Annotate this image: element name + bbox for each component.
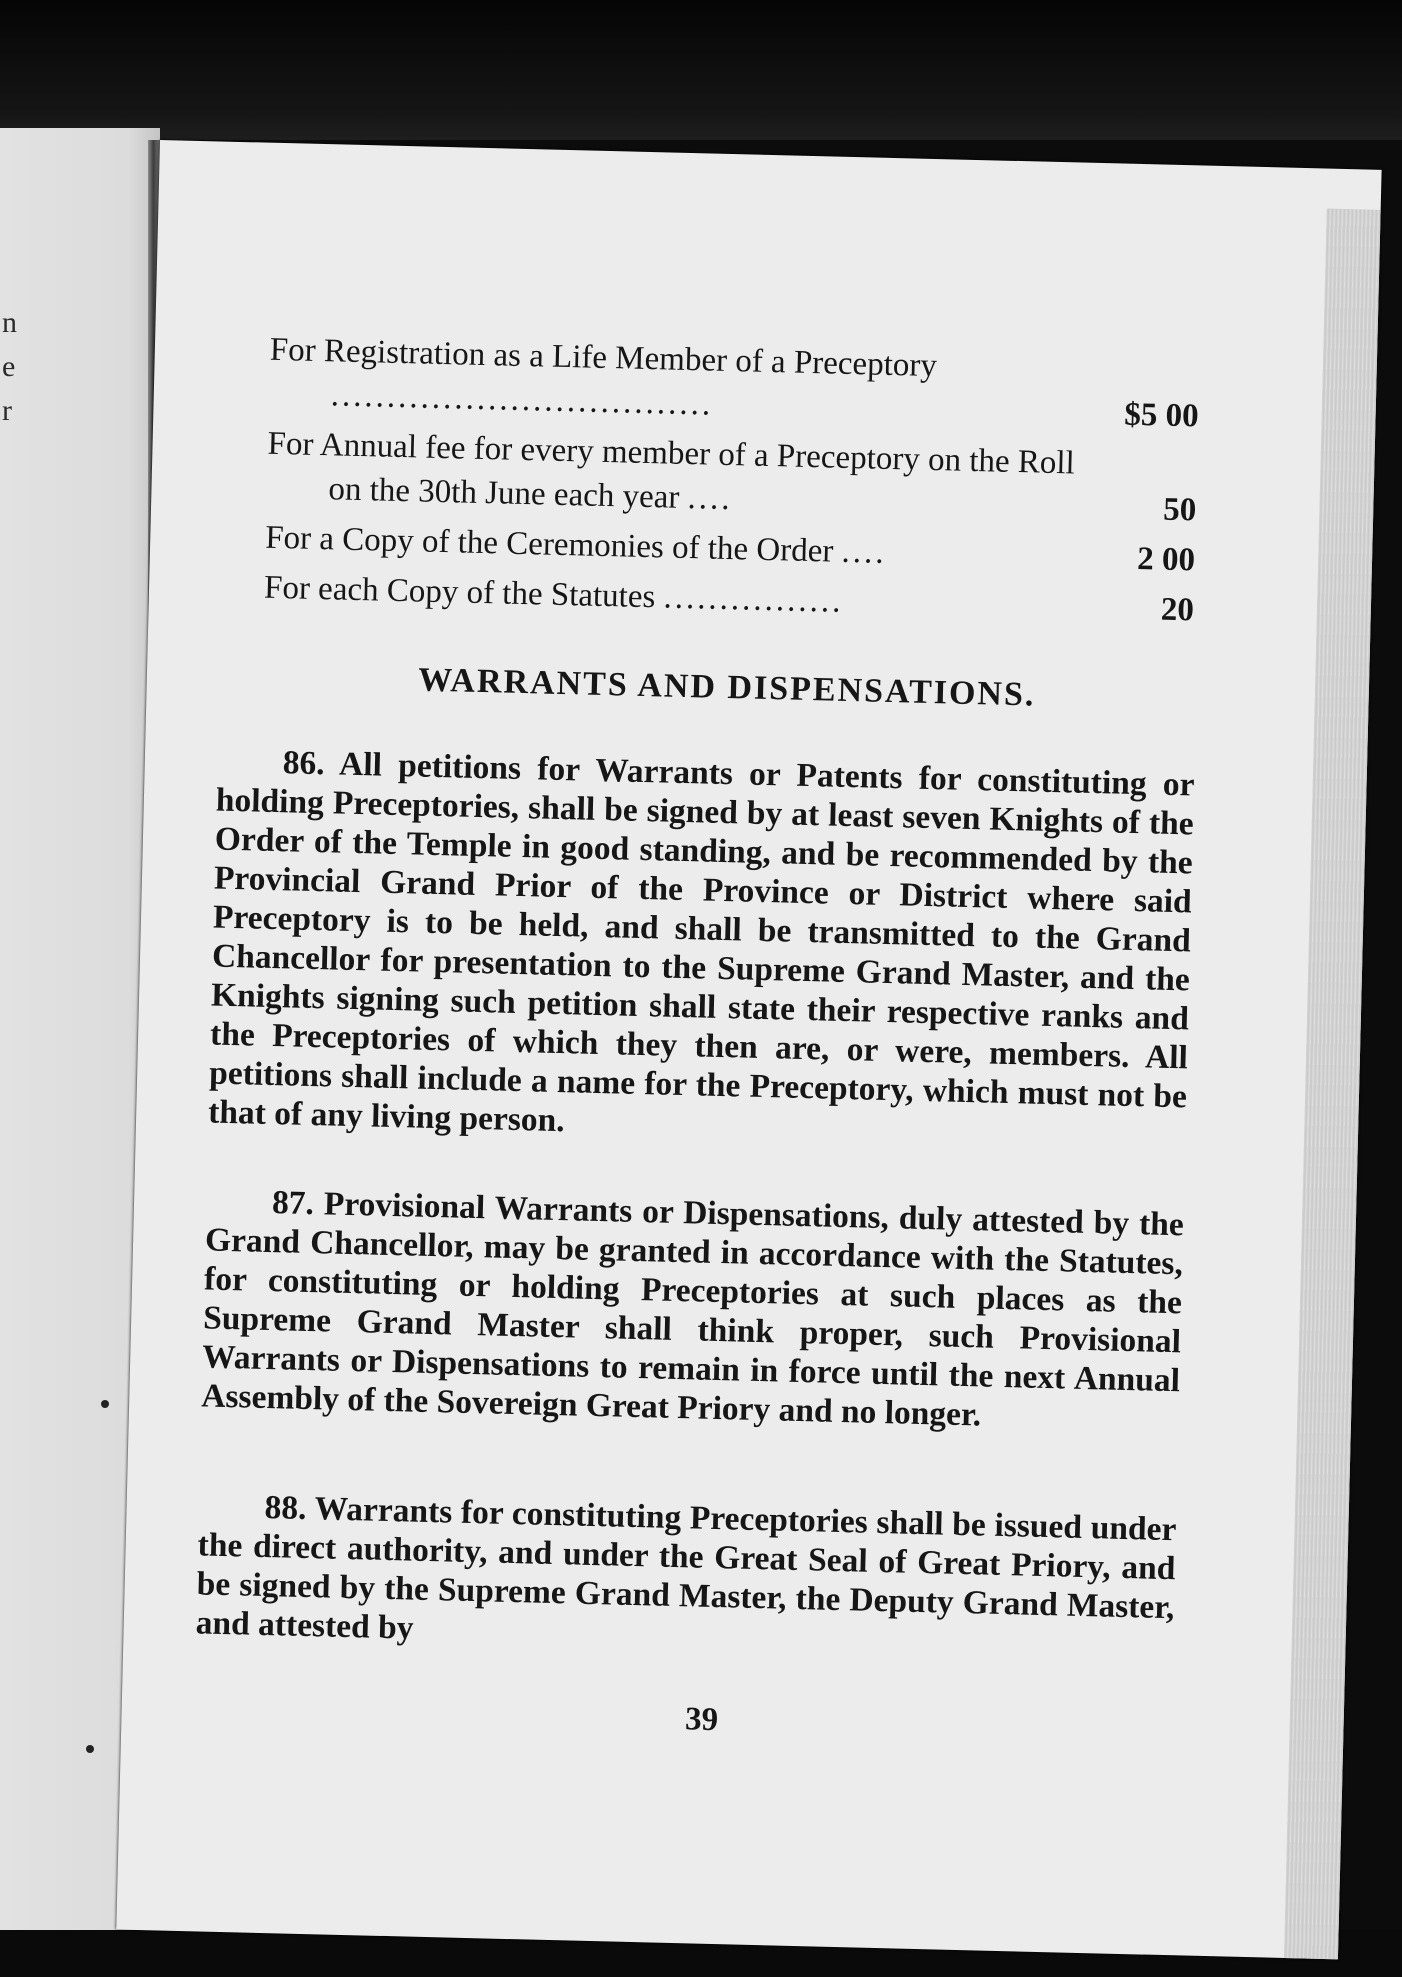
- fee-amount: 2 00: [1136, 541, 1196, 579]
- page-number: 39: [684, 1701, 719, 1739]
- scan-background-top: [0, 0, 1402, 140]
- page-fore-edge: [1284, 209, 1381, 1960]
- dot-leader: ..................................: [330, 377, 714, 423]
- facing-page-fragment: n: [2, 306, 17, 339]
- fee-row: [266, 422, 1198, 533]
- paragraph-87: 87. Provisional Warrants or Dispensations, duly attested by the Grand Chancellor, may be granted in accordance with the Statutes, for constituting or holding Preceptories at such places as the Supreme Grand Master shall think proper, such Provisional Warrants or Dispensations to remain in force until the next Annual Assembly of the Sovereign Great Priory and no longer.: [200, 1184, 1185, 1434]
- fee-row: [268, 328, 1200, 439]
- fee-amount: 20: [1160, 591, 1195, 629]
- paragraph-88: 88. Warrants for constituting Preceptories shall be issued under the direct authority, and under the Great Seal of Great Priory, and be signed by the Supreme Grand Master, the Deputy Grand Master, and attested by: [195, 1488, 1177, 1647]
- fee-amount: $5 00: [1123, 396, 1199, 435]
- fee-description: For Annual fee for every member of a Preceptory on the Roll on the 30th June each year: [267, 425, 1076, 516]
- binding-dot: [101, 1400, 109, 1408]
- book-page: [116, 140, 1381, 1959]
- dot-leader: ....: [687, 480, 734, 518]
- paragraph-86: 86. All petitions for Warrants or Patents for constituting or holding Preceptories, shall be signed by at least seven Knights of the Order of the Temple in good standing, and be recommended by the Provincial Grand Prior of the Province or District where said Preceptory is to be held, and shall be transmitted to the Grand Chancellor for presentation to the Supreme Grand Master, and the Knights signing such petition shall state their respective ranks and the Preceptories of which they then are, or were, members. All petitions shall include a name for the Preceptory, which must not be that of any living person.: [207, 744, 1196, 1140]
- dot-leader: ................: [663, 579, 844, 620]
- facing-page-fragment: r: [2, 394, 12, 427]
- facing-page-fragment: e: [2, 350, 16, 383]
- binding-dot: [86, 1745, 94, 1753]
- fee-description: For each Copy of the Statutes: [263, 569, 656, 616]
- fee-description: For a Copy of the Ceremonies of the Order: [264, 519, 834, 570]
- fee-schedule: [263, 328, 1200, 639]
- section-heading: WARRANTS AND DISPENSATIONS.: [417, 661, 1036, 714]
- fee-description: For Registration as a Life Member of a Preceptory: [269, 331, 938, 385]
- dot-leader: ....: [841, 533, 888, 571]
- fee-amount: 50: [1162, 491, 1197, 529]
